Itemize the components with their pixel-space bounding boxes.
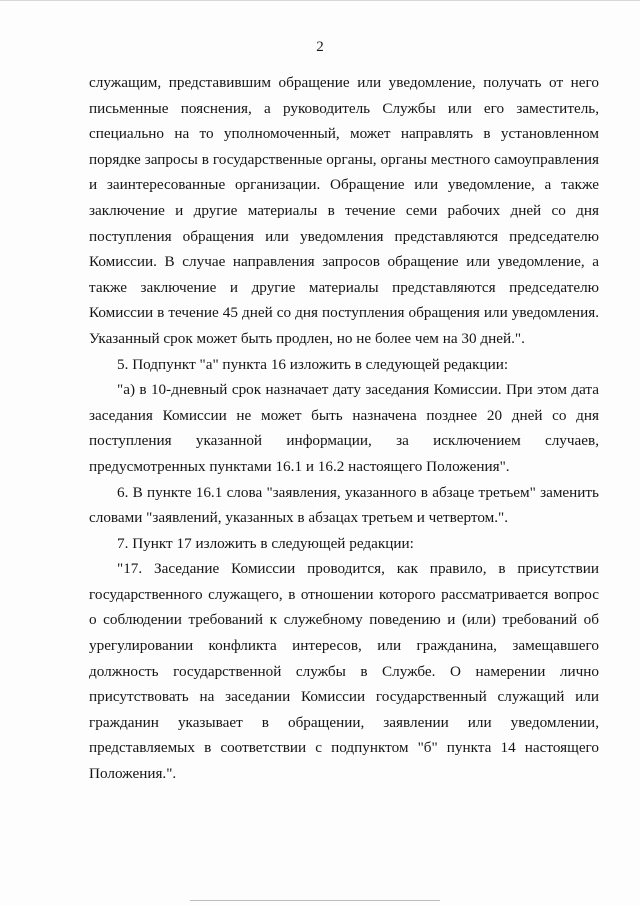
document-body [89,70,599,787]
paragraph-item-7: 7. Пункт 17 изложить в следующей редакции: [117,534,414,552]
paragraph-item-6: 6. В пункте 16.1 слова "заявления, указанного в абзаце третьем" заменить словами "заявлений, указанных в абзацах третьем и четвертом.". [89,483,599,527]
paragraph-continuation: служащим, представившим обращение или уведомление, получать от него письменные пояснения, а руководитель Службы или его заместитель, специально на то уполномоченный, может направлять в установленном порядке запросы в государственные органы, органы местного самоуправления и заинтересованные организации. Обращение или уведомление, а также заключение и другие материалы в течение семи рабочих дней со дня поступления обращения или уведомления представляются председателю Комиссии. В случае направления запросов обращение или уведомление, а также заключение и другие материалы представляются председателю Комиссии в течение 45 дней со дня поступления обращения или уведомления. Указанный срок может быть продлен, но не более чем на 30 дней.". [89,74,599,347]
page-number: 2 [316,39,324,55]
paragraph-item-5-text: "а) в 10-дневный срок назначает дату заседания Комиссии. При этом дата заседания Комиссии не может быть назначена позднее 20 дней со дня поступления указанной информации, за исключением случаев, предусмотренных пунктами 16.1 и 16.2 настоящего Положения". [89,381,599,475]
paragraph-item-5: 5. Подпункт "а" пункта 16 изложить в следующей редакции: [117,355,509,373]
scan-edge-line [190,900,440,901]
paragraph-item-7-text: "17. Заседание Комиссии проводится, как правило, в присутствии государственного служащего, в отношении которого рассматривается вопрос о соблюдении требований к служебному поведению и (или) требований об урегулировании конфликта интересов, или гражданина, замещавшего должность государственной службы в Службе. О намерении лично присутствовать на заседании Комиссии государственный служащий или гражданин указывает в обращении, заявлении или уведомлении, представляемых в соответствии с подпунктом "б" пункта 14 настоящего Положения.". [89,560,599,783]
